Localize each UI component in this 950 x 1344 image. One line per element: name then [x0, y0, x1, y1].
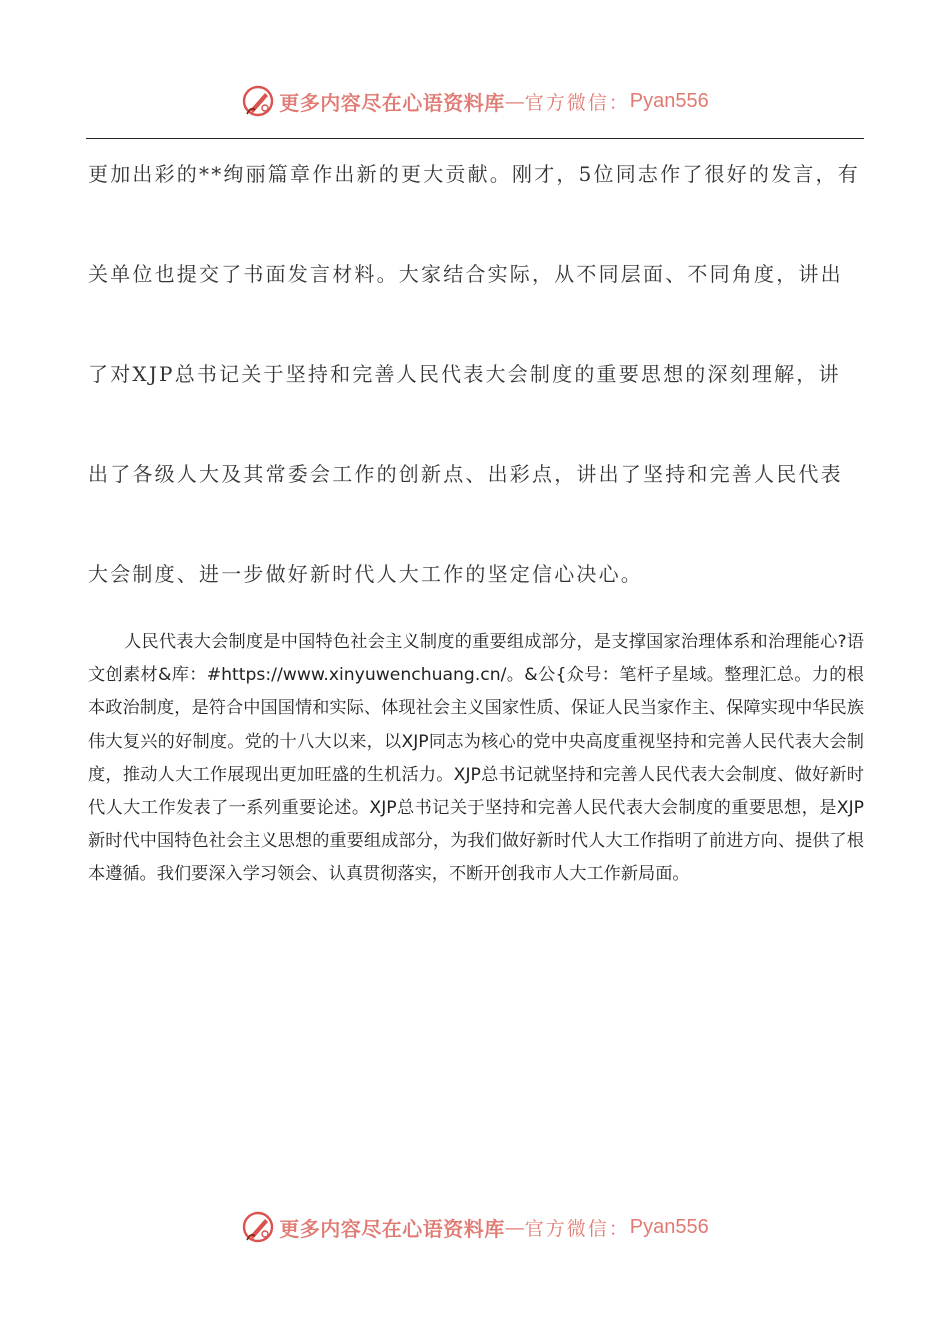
- footer-slogan: 更多内容尽在心语资料库: [279, 1216, 505, 1241]
- pen-logo-icon: [241, 1210, 275, 1244]
- body-line-4: 出了各级人大及其常委会工作的创新点、出彩点，讲出了坚持和完善人民代表: [88, 462, 843, 486]
- footer-wechat-id: Pyan556: [629, 1215, 709, 1238]
- body-line-5: 大会制度、进一步做好新时代人大工作的坚定信心决心。: [88, 562, 643, 586]
- footer-separator: —: [504, 1215, 525, 1239]
- footer-banner[interactable]: [0, 1210, 950, 1244]
- body-line-3: 了对XJP总书记关于坚持和完善人民代表大会制度的重要思想的深刻理解，讲: [88, 362, 841, 386]
- header-wechat-id: Pyan556: [629, 89, 709, 112]
- header-banner[interactable]: [0, 84, 950, 118]
- body-line-1: 更加出彩的**绚丽篇章作出新的更大贡献。刚才，5位同志作了很好的发言，有: [88, 162, 860, 186]
- header-divider: [86, 138, 864, 139]
- body-paragraph: 人民代表大会制度是中国特色社会主义制度的重要组成部分，是支撑国家治理体系和治理能心?语文创素材&库：#https://www.xinyuwenchuang.cn/。&公{众号：笔杆子星域。整理汇总。力的根本政治制度，是符合中国国情和实际、体现社会主义国家性质、保证人民当家作主、保障实现中华民族伟大复兴的好制度。党的十八大以来，以XJP同志为核心的党中央高度重视坚持和完善人民代表大会制度，推动人大工作展现出更加旺盛的生机活力。XJP总书记就坚持和完善人民代表大会制度、做好新时代人大工作发表了一系列重要论述。XJP总书记关于坚持和完善人民代表大会制度的重要思想，是XJP新时代中国特色社会主义思想的重要组成部分，为我们做好新时代人大工作指明了前进方向、提供了根本遵循。我们要深入学习领会、认真贯彻落实，不断开创我市人大工作新局面。: [88, 632, 864, 885]
- header-slogan: 更多内容尽在心语资料库: [279, 90, 505, 115]
- body-line-2: 关单位也提交了书面发言材料。大家结合实际，从不同层面、不同角度，讲出: [88, 262, 843, 286]
- pen-logo-icon: [241, 84, 275, 118]
- footer-wechat-label: 官方微信：: [524, 1217, 630, 1240]
- header-wechat-label: 官方微信：: [524, 91, 630, 114]
- header-separator: —: [504, 89, 525, 113]
